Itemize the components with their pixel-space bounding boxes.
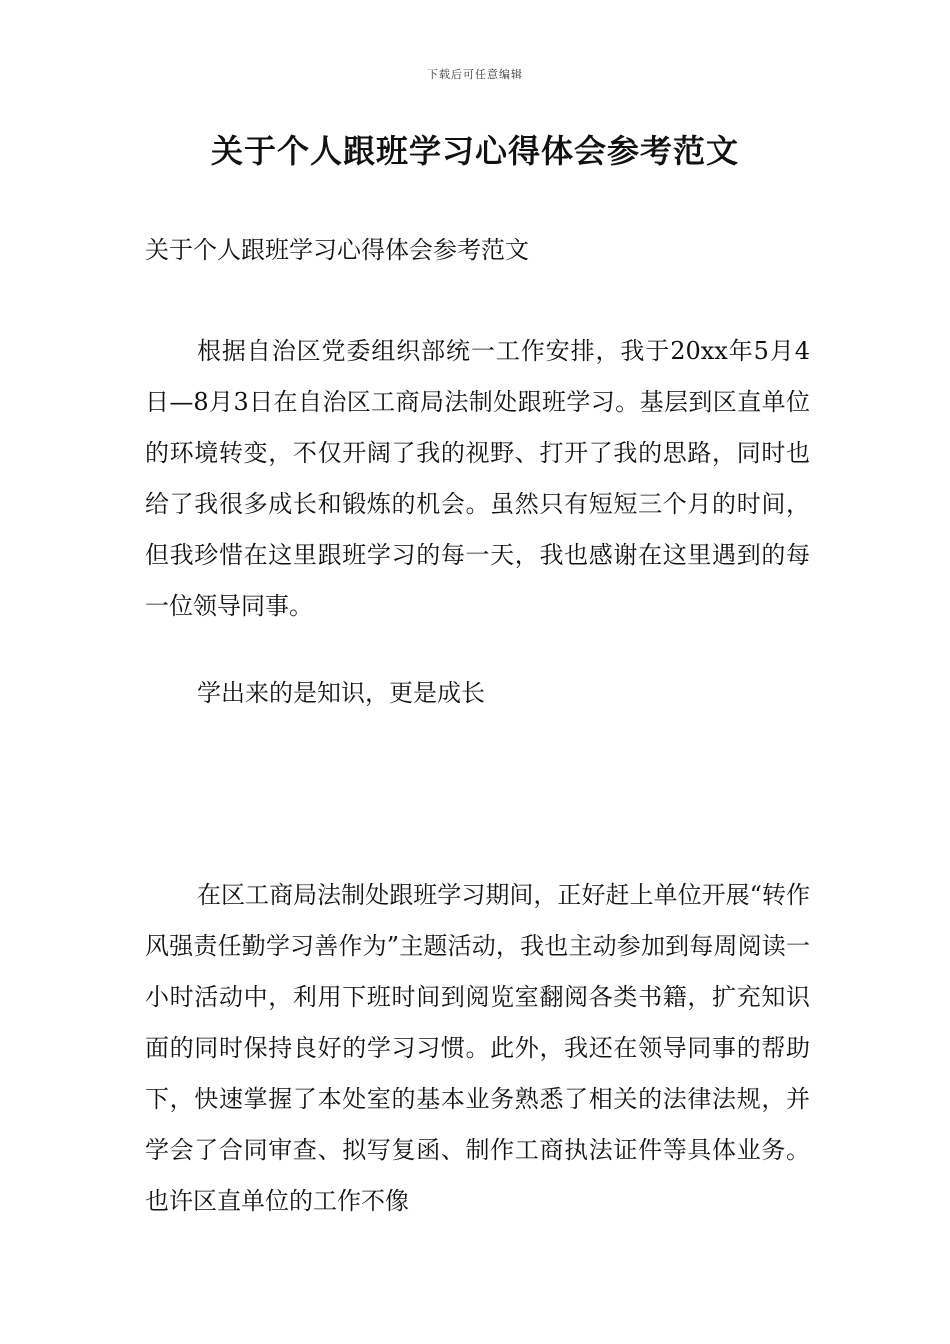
- section-heading: 学出来的是知识，更是成长: [197, 679, 485, 707]
- document-subtitle: 关于个人跟班学习心得体会参考范文: [145, 236, 529, 264]
- paragraph-1: 根据自治区党委组织部统一工作安排，我于20xx年5月4日—8月3日在自治区工商局法制处跟班学习。基层到区直单位的环境转变，不仅开阔了我的视野、打开了我的思路，同时也给了我很多成长和锻炼的机会。虽然只有短短三个月的时间，但我珍惜在这里跟班学习的每一天，我也感谢在这里遇到的每一位领导同事。: [145, 337, 810, 620]
- paragraph-2: 在区工商局法制处跟班学习期间，正好赶上单位开展“转作风强责任勤学习善作为”主题活动，我也主动参加到每周阅读一小时活动中，利用下班时间到阅览室翻阅各类书籍，扩充知识面的同时保持良好的学习习惯。此外，我还在领导同事的帮助下，快速掌握了本处室的基本业务熟悉了相关的法律法规，并学会了合同审查、拟写复函、制作工商执法证件等具体业务。也许区直单位的工作不像: [145, 881, 810, 1215]
- document-title: 关于个人跟班学习心得体会参考范文: [210, 132, 739, 170]
- header-note: 下载后可任意编辑: [427, 68, 523, 81]
